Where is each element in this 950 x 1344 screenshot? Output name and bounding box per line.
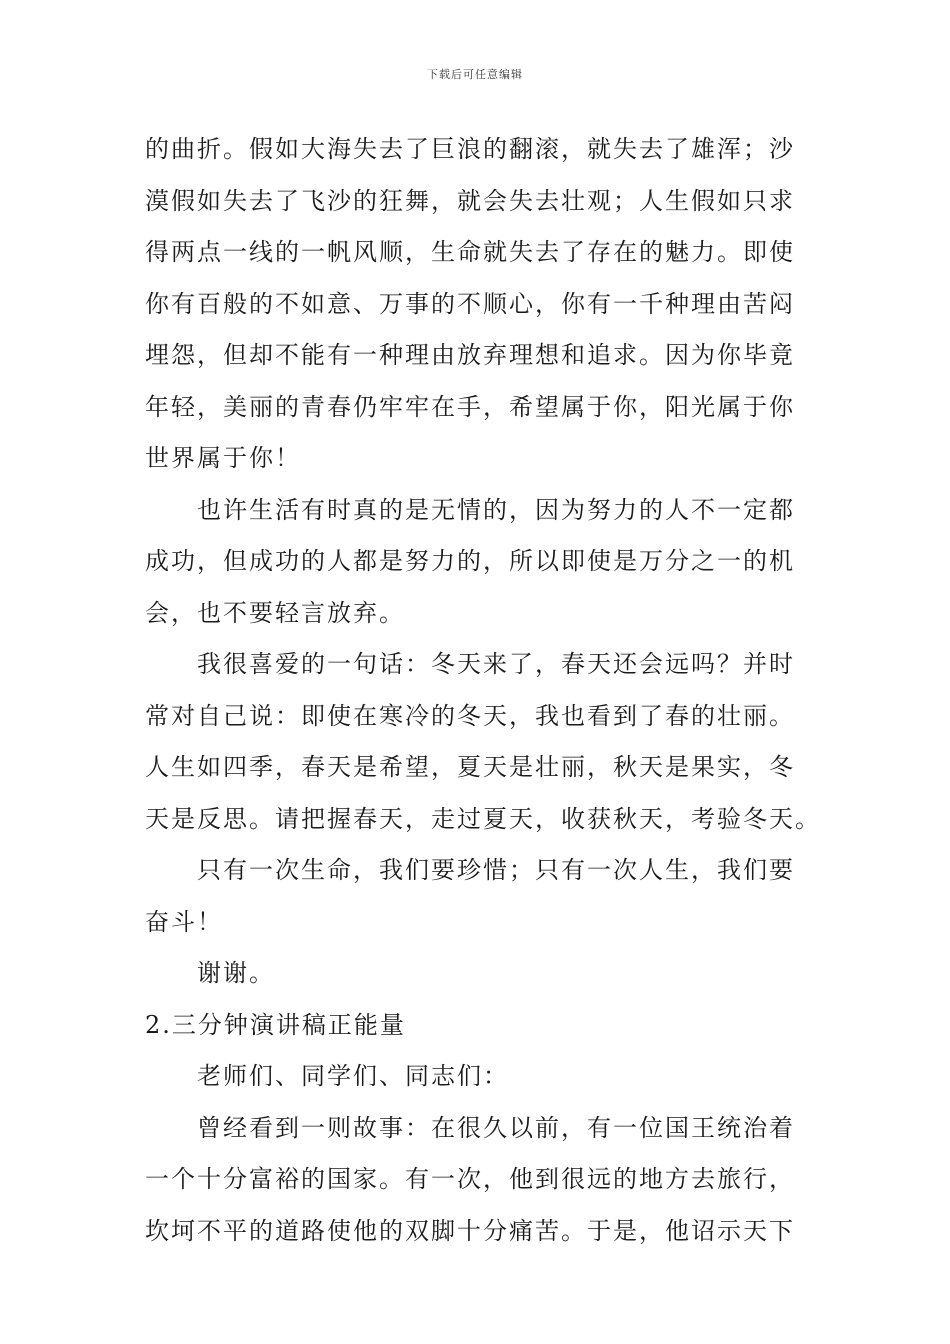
paragraph-start-line: 只有一次生命，我们要珍惜；只有一次人生，我们要 <box>197 856 795 884</box>
section-heading: 2.三分钟演讲稿正能量 <box>145 1010 406 1039</box>
page-header: 下载后可任意编辑 <box>427 68 523 81</box>
text-line: 的曲折。假如大海失去了巨浪的翻滚，就失去了雄浑；沙 <box>145 135 795 163</box>
text-line: 得两点一线的一帆风顺，生命就失去了存在的魅力。即使 <box>145 238 795 266</box>
paragraph-start-line: 我很喜爱的一句话：冬天来了，春天还会远吗？并时 <box>197 650 795 678</box>
paragraph-start-line: 曾经看到一则故事：在很久以前，有一位国王统治着 <box>197 1113 795 1142</box>
text-line: 世界属于你！ <box>145 444 301 472</box>
text-line: 天是反思。请把握春天，走过夏天，收获秋天，考验冬天。 <box>145 804 821 833</box>
text-line: 年轻，美丽的青春仍牢牢在手，希望属于你，阳光属于你 <box>145 392 795 421</box>
text-line: 埋怨，但却不能有一种理由放弃理想和追求。因为你毕竟 <box>145 341 795 369</box>
text-line: 奋斗！ <box>145 907 223 936</box>
text-line: 坎坷不平的道路使他的双脚十分痛苦。于是，他诏示天下 <box>145 1216 795 1245</box>
text-line: 成功，但成功的人都是努力的，所以即使是万分之一的机 <box>145 547 795 575</box>
text-line: 人生如四季，春天是希望，夏天是壮丽，秋天是果实，冬 <box>145 753 795 781</box>
text-line: 一个十分富裕的国家。有一次，他到很远的地方去旅行， <box>145 1165 795 1193</box>
salutation-line: 老师们、同学们、同志们： <box>197 1062 509 1090</box>
text-line: 漠假如失去了飞沙的狂舞，就会失去壮观；人生假如只求 <box>145 186 795 215</box>
paragraph-start-line: 也许生活有时真的是无情的，因为努力的人不一定都 <box>197 495 795 524</box>
text-line: 会，也不要轻言放弃。 <box>145 598 405 627</box>
text-line: 你有百般的不如意、万事的不顺心，你有一千种理由苦闷 <box>145 289 795 318</box>
paragraph-start-line: 谢谢。 <box>197 959 275 987</box>
document-body <box>145 124 821 1257</box>
text-line: 常对自己说：即使在寒冷的冬天，我也看到了春的壮丽。 <box>145 701 795 730</box>
